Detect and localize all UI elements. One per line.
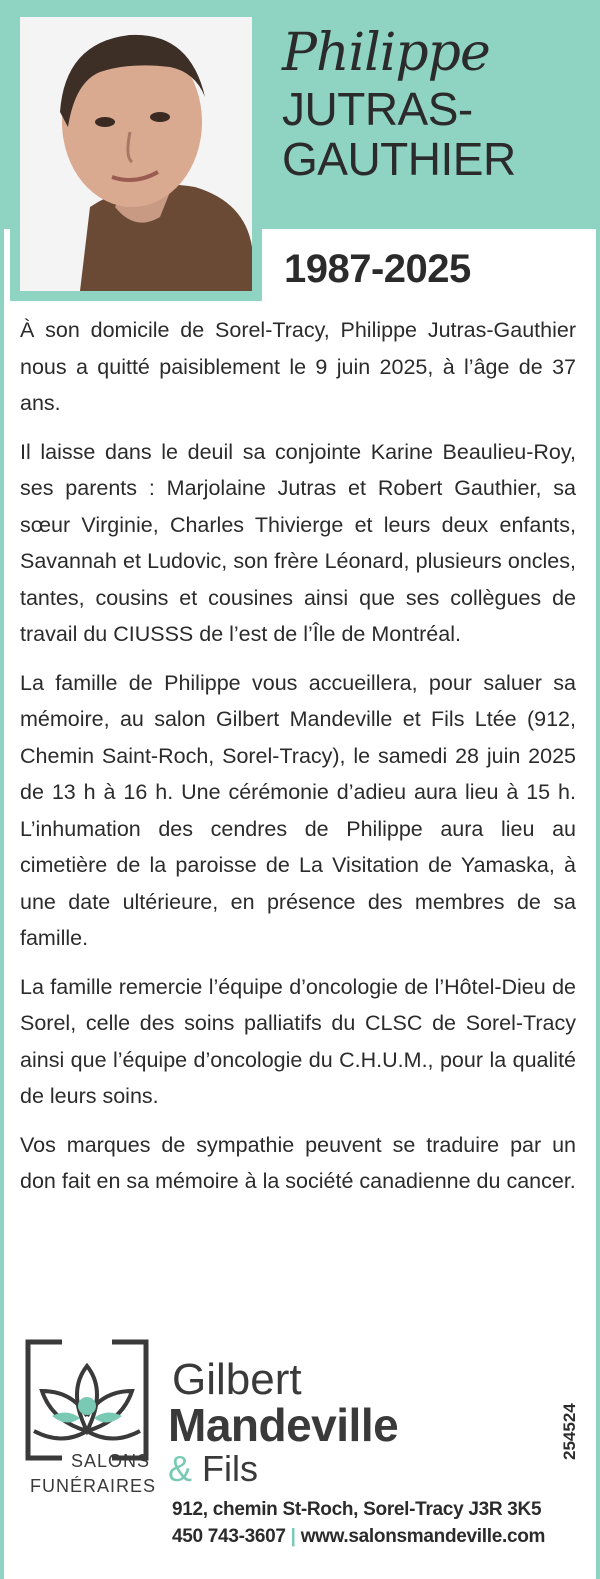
brand-name-fils — [168, 1449, 258, 1489]
funeral-home-address: 912, chemin St-Roch, Sorel-Tracy J3R 3K5 — [172, 1499, 542, 1520]
funeral-home-contact — [172, 1523, 545, 1550]
paragraph-survivors: Il laisse dans le deuil sa conjointe Karine Beaulieu-Roy, ses parents : Marjolaine Jutras et Robert Gauthier, sa sœur Virginie, Charles Thivierge et leurs deux enfants, Savannah et Ludovic, son frère Léonard, plusieurs oncles, tantes, cousins et cousines ainsi que ses collègues de travail du CIUSSS de l’est de l’Île de Montréal. — [20, 439, 576, 646]
funeral-home-logo-icon — [22, 1336, 152, 1464]
life-years: 1987-2025 — [284, 247, 471, 291]
salons-line1: SALONS — [70, 1451, 150, 1471]
paragraph-thanks: La famille remercie l’équipe d’oncologie de l’Hôtel-Dieu de Sorel, celle des soins palliatifs du CLSC de Sorel-Tracy ainsi que l’équipe d’oncologie du C.H.U.M., pour la qualité de leurs soins. — [20, 974, 576, 1108]
contact-separator: | — [290, 1526, 296, 1547]
brand-fils-text: Fils — [202, 1448, 259, 1489]
name-block — [282, 22, 582, 184]
salons-funeraires-label — [30, 1449, 157, 1499]
brand-name-mandeville: Mandeville — [168, 1399, 399, 1451]
phone-number: 450 743-3607 — [172, 1526, 286, 1547]
salons-line2: FUNÉRAIRES — [30, 1476, 157, 1496]
paragraph-death: À son domicile de Sorel-Tracy, Philippe Jutras-Gauthier nous a quitté paisiblement le 9 juin 2025, à l’âge de 37 ans. — [20, 318, 576, 415]
paragraph-donations: Vos marques de sympathie peuvent se traduire par un don fait en sa mémoire à la société canadienne du cancer. — [20, 1132, 576, 1193]
brand-ampersand: & — [168, 1448, 193, 1489]
last-name-line2: GAUTHIER — [282, 133, 516, 185]
first-name: Philippe — [282, 23, 490, 83]
obituary-text — [20, 312, 576, 1212]
last-name-line1: JUTRAS- — [282, 83, 473, 135]
brand-name-gilbert: Gilbert — [172, 1355, 302, 1404]
portrait-illustration — [20, 17, 252, 291]
paragraph-visitation: La famille de Philippe vous accueillera, pour saluer sa mémoire, au salon Gilbert Mandeville et Fils Ltée (912, Chemin Saint-Roch, Sorel-Tracy), le samedi 28 juin 2025 de 13 h à 16 h. Une cérémonie d’adieu aura lieu à 15 h. L’inhumation des cendres de Philippe aura lieu au cimetière de la paroisse de La Visitation de Yamaska, à une date ultérieure, en présence des membres de sa famille. — [20, 670, 576, 950]
website-link[interactable]: www.salonsmandeville.com — [300, 1526, 546, 1547]
portrait-photo — [20, 17, 252, 291]
ad-number: 254524 — [560, 1403, 579, 1460]
